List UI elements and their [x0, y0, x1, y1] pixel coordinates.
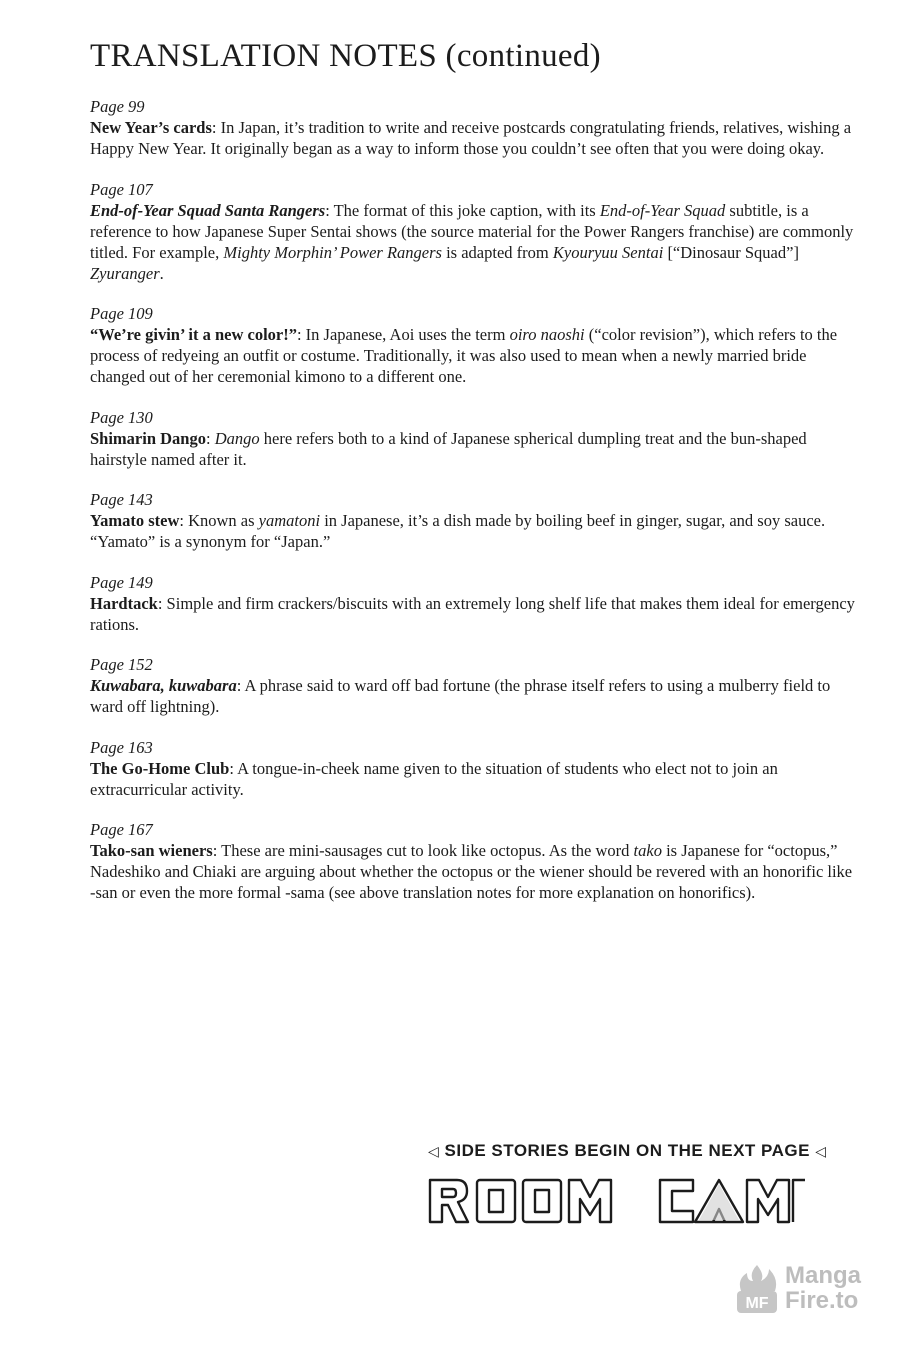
note-text: is adapted from: [441, 242, 553, 262]
note-page-number: Page 107: [90, 179, 153, 199]
note-term: Tako-san wieners: [90, 841, 213, 860]
note-page-number: Page 167: [90, 820, 153, 839]
note-term: New Year’s cards: [90, 118, 212, 137]
note-term: Yamato stew: [90, 511, 180, 530]
mangafire-watermark: [735, 1263, 875, 1315]
note-body: [90, 510, 860, 552]
note-page-number: Page 163: [90, 737, 153, 757]
translation-note: [90, 737, 860, 800]
note-page-number: Page 109: [90, 304, 153, 323]
translation-note: [90, 96, 860, 159]
note-italic-text: Zyuranger: [90, 263, 160, 283]
watermark-line1: Manga: [785, 1262, 862, 1289]
note-body: [90, 758, 860, 800]
note-text: [“Dinosaur Squad”]: [663, 242, 799, 262]
note-text: : In Japan, it’s tradition to write and receive postcards congratulating friends, relatives, wishing a Happy New Year. It originally began as a way to inform those you couldn’t see often that you were doing okay.: [90, 118, 852, 158]
note-text: (“color revision”), which refers to the process of redyeing an outfit or costume. Traditionally, it was also used to mean when a newly married bride changed out of her ceremonial kimono to a different one.: [90, 325, 838, 386]
translation-note: [90, 303, 860, 387]
note-page-number: Page 130: [90, 407, 153, 427]
flame-icon: [735, 1263, 781, 1315]
note-page-number: Page 149: [90, 572, 153, 592]
note-text: .: [159, 263, 164, 283]
note-term: “We’re givin’ it a new color!”: [90, 325, 297, 344]
translation-notes-list: [90, 96, 860, 923]
translation-note: [90, 179, 860, 284]
left-arrow-icon: ◁: [428, 1143, 440, 1159]
note-term: The Go-Home Club: [90, 758, 230, 778]
translation-note: [90, 654, 860, 717]
right-arrow-icon: ◁: [815, 1143, 827, 1159]
translation-note: [90, 489, 860, 552]
note-page-number: Page 99: [90, 97, 145, 116]
side-stories-label: SIDE STORIES BEGIN ON THE NEXT PAGE: [444, 1141, 810, 1160]
note-text: is Japanese for “octopus,” Nadeshiko and Chiaki are arguing about whether the octopus or the wiener should be revered with an honorific like -san or even the more formal -sama (see above translation notes for more explanation on honorifics).: [90, 841, 853, 902]
note-body: [90, 200, 860, 284]
note-text: : A tongue-in-cheek name given to the situation of students who elect not to join an extracurricular activity.: [90, 758, 778, 799]
note-text: : Known as: [179, 511, 259, 530]
note-page-number: Page 152: [90, 655, 153, 674]
note-italic-text: Kyouryuu Sentai: [552, 242, 664, 262]
room-camp-logo: [427, 1175, 807, 1225]
note-italic-text: Mighty Morphin’ Power Rangers: [223, 242, 442, 262]
note-term: Kuwabara, kuwabara: [90, 676, 237, 695]
note-body: [90, 428, 860, 470]
translation-note: [90, 819, 860, 903]
note-term: Hardtack: [90, 593, 158, 613]
translation-note: [90, 407, 860, 470]
note-text: : A phrase said to ward off bad fortune (the phrase itself refers to using a mulberry field to ward off lightning).: [90, 676, 831, 716]
note-text: : Simple and firm crackers/biscuits with an extremely long shelf life that makes them ideal for emergency rations.: [90, 593, 855, 634]
note-body: [90, 593, 860, 635]
note-text: subtitle, is a reference to how Japanese Super Sentai shows (the source material for the Power Rangers franchise) are commonly titled. For example,: [90, 200, 854, 262]
note-italic-text: tako: [633, 841, 662, 860]
note-text: here refers both to a kind of Japanese spherical dumpling treat and the bun-shaped hairstyle named after it.: [90, 428, 807, 469]
note-text: : In Japanese, Aoi uses the term: [296, 325, 510, 344]
note-body: [90, 840, 860, 903]
note-text: :: [205, 428, 215, 448]
page-title: TRANSLATION NOTES (continued): [90, 38, 601, 74]
note-text: in Japanese, it’s a dish made by boiling beef in ginger, sugar, and soy sauce. “Yamato” is a synonym for “Japan.”: [90, 511, 826, 551]
note-italic-text: Dango: [214, 428, 260, 448]
note-text: : These are mini-sausages cut to look like octopus. As the word: [212, 841, 634, 860]
note-italic-text: End-of-Year Squad: [599, 200, 726, 220]
note-term: Shimarin Dango: [90, 428, 206, 448]
translation-note: [90, 572, 860, 635]
note-italic-text: oiro naoshi: [509, 325, 585, 344]
note-italic-text: yamatoni: [258, 511, 321, 530]
note-page-number: Page 143: [90, 490, 153, 509]
room-camp-logo-graphic: [427, 1175, 807, 1225]
note-text: : The format of this joke caption, with its: [325, 200, 600, 220]
note-body: [90, 324, 860, 387]
watermark-line2: Fire.to: [785, 1287, 859, 1314]
side-stories-notice: [428, 1141, 828, 1161]
note-term: End-of-Year Squad Santa Rangers: [90, 200, 326, 220]
note-body: [90, 117, 860, 159]
watermark-badge: MF: [745, 1295, 769, 1312]
note-body: [90, 675, 860, 717]
